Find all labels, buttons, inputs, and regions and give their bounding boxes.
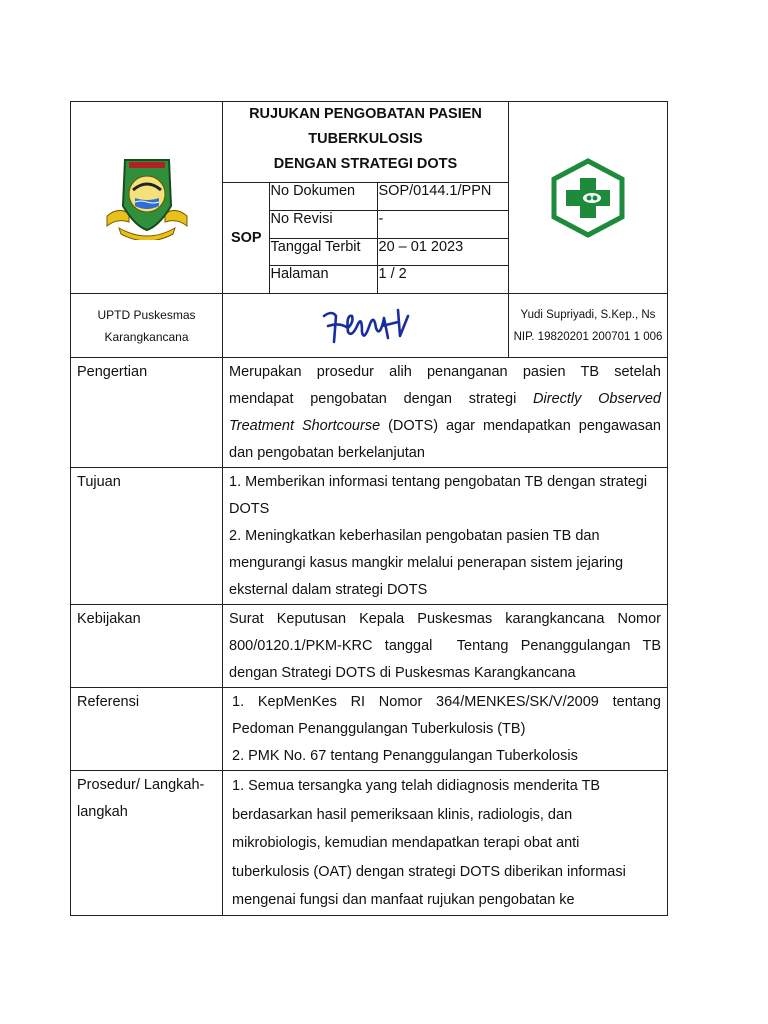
- unit-cell: [71, 294, 223, 358]
- sop-document: [70, 101, 667, 916]
- prosedur-line-3: mikrobiologis, kemudian mendapatkan terapi obat anti: [232, 835, 580, 851]
- prosedur-line-2: berdasarkan hasil pemeriksaan klinis, radiologis, dan: [232, 806, 573, 823]
- pengertian-line-3b: (DOTS) agar mendapatkan pengawasan: [380, 418, 661, 434]
- pengertian-line-2: [229, 386, 661, 413]
- signer-name: Yudi Supriyadi, S.Kep., Ns: [520, 308, 656, 321]
- meta-label-halaman: Halaman: [269, 266, 377, 293]
- prosedur-label-line-1: Prosedur/ Langkah-: [77, 777, 205, 793]
- referensi-line-3: 2. PMK No. 67 tentang Penanggulangan Tuberkolosis: [232, 748, 578, 764]
- pengertian-line-1: Merupakan prosedur alih penanganan pasien TB setelah: [229, 364, 661, 380]
- document-title: [223, 102, 508, 182]
- pengertian-term-italic-1: Directly Observed: [533, 391, 661, 407]
- sop-label: SOP: [223, 183, 269, 294]
- kebijakan-line-1: Surat Keputusan Kepala Puskesmas karangkancana Nomor: [229, 611, 661, 627]
- referensi-line-1: 1. KepMenKes RI Nomor 364/MENKES/SK/V/2009 tentang: [232, 694, 661, 710]
- pengertian-line-2a: mendapat pengobatan dengan strategi: [229, 391, 534, 407]
- label-prosedur: [71, 771, 223, 916]
- tujuan-line-5: eksternal dalam strategi DOTS: [229, 582, 428, 598]
- prosedur-line-1: 1. Semua tersangka yang telah didiagnosis menderita TB: [232, 778, 601, 794]
- tujuan-text: [223, 468, 668, 605]
- document-meta-table: [223, 182, 509, 293]
- label-kebijakan: Kebijakan: [71, 605, 223, 688]
- pengertian-line-3: [229, 413, 661, 440]
- tujuan-line-3: 2. Meningkatkan keberhasilan pengobatan pasien TB dan: [229, 528, 600, 544]
- signer-info: [509, 304, 667, 348]
- kebijakan-line-3: dengan Strategi DOTS di Puskesmas Karangkancana: [229, 665, 576, 681]
- right-logo-cell: [509, 102, 668, 294]
- meta-value-no-dokumen: SOP/0144.1/PPN: [377, 183, 509, 211]
- label-pengertian: Pengertian: [71, 358, 223, 468]
- unit-line-1: UPTD Puskesmas: [97, 307, 196, 322]
- signature-cell: [223, 294, 509, 358]
- puskesmas-green-cross-icon: [548, 158, 628, 238]
- label-tujuan: Tujuan: [71, 468, 223, 605]
- kebijakan-line-2: 800/0120.1/PKM-KRC tanggal Tentang Penanggulangan TB: [229, 638, 661, 654]
- title-line-1: RUJUKAN PENGOBATAN PASIEN: [249, 106, 482, 122]
- meta-value-halaman: 1 / 2: [377, 266, 509, 293]
- title-line-2: TUBERKULOSIS: [308, 131, 423, 147]
- kebijakan-text: [223, 605, 668, 688]
- handwritten-signature-icon: [318, 302, 414, 350]
- meta-value-tanggal-terbit: 20 – 01 2023: [377, 238, 509, 266]
- meta-label-tanggal-terbit: Tanggal Terbit: [269, 238, 377, 266]
- meta-value-no-revisi: -: [377, 210, 509, 238]
- title-cell: [223, 102, 509, 294]
- pengertian-line-4: dan pengobatan berkelanjutan: [229, 445, 425, 461]
- tujuan-line-1: 1. Memberikan informasi tentang pengobatan TB dengan strategi: [229, 474, 648, 490]
- prosedur-line-5: mengenai fungsi dan manfaat rujukan pengobatan ke: [232, 892, 575, 908]
- tujuan-line-4: mengurangi kasus mangkir melalui penerapan sistem jejaring: [229, 555, 624, 571]
- regency-coat-of-arms-icon: [99, 156, 195, 240]
- unit-name: [71, 304, 222, 348]
- pengertian-text: [223, 358, 668, 468]
- meta-label-no-revisi: No Revisi: [269, 210, 377, 238]
- prosedur-text: [223, 771, 668, 916]
- pengertian-term-italic-2: Treatment Shortcourse: [229, 418, 381, 434]
- title-line-3: DENGAN STRATEGI DOTS: [273, 156, 458, 172]
- signer-nip: NIP. 19820201 200701 1 006: [513, 330, 663, 343]
- prosedur-label-line-2: langkah: [77, 804, 128, 820]
- label-referensi: Referensi: [71, 688, 223, 771]
- unit-line-2: Karangkancana: [104, 329, 189, 344]
- left-logo-cell: [71, 102, 223, 294]
- signer-cell: [509, 294, 668, 358]
- referensi-line-2: Pedoman Penanggulangan Tuberkulosis (TB): [232, 721, 526, 737]
- sop-table: [70, 101, 668, 916]
- referensi-text: [223, 688, 668, 771]
- tujuan-line-2: DOTS: [229, 501, 270, 517]
- meta-label-no-dokumen: No Dokumen: [269, 183, 377, 211]
- prosedur-line-4: tuberkulosis (OAT) dengan strategi DOTS diberikan informasi: [232, 863, 626, 880]
